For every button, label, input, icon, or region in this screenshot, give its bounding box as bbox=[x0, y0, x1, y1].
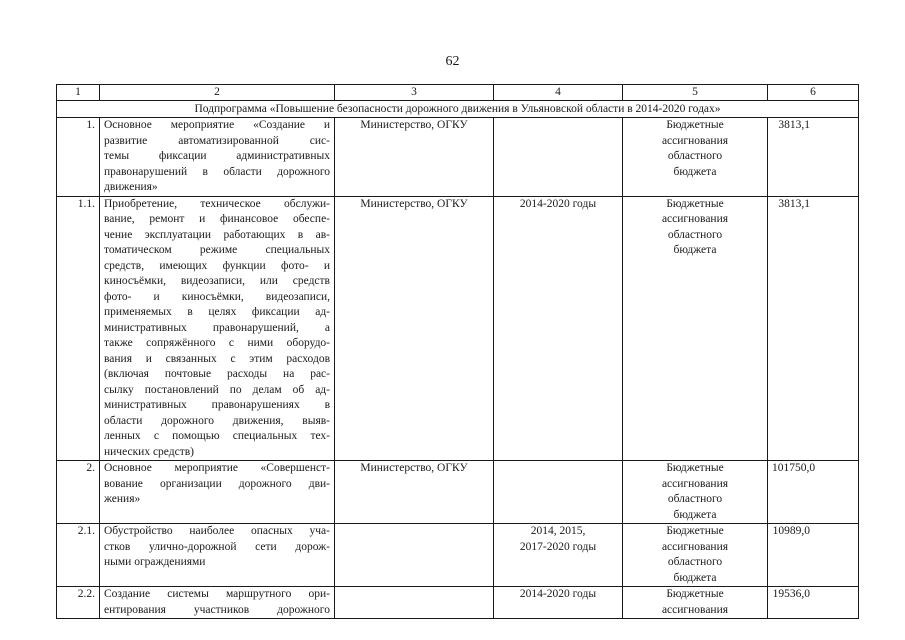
description-line: ленных с помощью специальных тех- bbox=[104, 430, 330, 442]
description-line: томатическом режиме специальных bbox=[104, 244, 330, 256]
funding-line: бюджета bbox=[673, 571, 717, 584]
row-amount: 10989,0 bbox=[768, 524, 859, 587]
column-number: 2 bbox=[100, 85, 335, 101]
description-line: области дорожного движения, выяв- bbox=[104, 414, 330, 427]
funding-line: ассигнования bbox=[661, 540, 729, 553]
description-line: министративных правонарушениях в bbox=[104, 399, 330, 411]
funding-line: областного bbox=[667, 228, 723, 241]
row-amount: 3813,1 bbox=[768, 118, 859, 197]
subprogram-title: Подпрограмма «Повышение безопасности дорожного движения в Ульяновской области в 2014-2020 годах» bbox=[57, 101, 859, 118]
funding-line: ассигнования bbox=[661, 603, 729, 616]
row-funding-source bbox=[623, 118, 768, 197]
row-funding-source bbox=[623, 587, 768, 619]
funding-line: ассигнования bbox=[661, 213, 729, 225]
description-line: развитие автоматизированной сис- bbox=[104, 134, 330, 147]
description-line: министративных правонарушений, а bbox=[104, 321, 330, 334]
description-line: Создание системы маршрутного ори- bbox=[104, 588, 330, 600]
description-line: чение эксплуатации работающих в ав- bbox=[104, 228, 330, 241]
funding-line: бюджета bbox=[673, 165, 717, 178]
funding-line: Бюджетные bbox=[666, 525, 724, 537]
description-line: (включая почтовые расходы на рас- bbox=[104, 368, 330, 380]
row-number: 2.1. bbox=[57, 524, 100, 587]
table-row bbox=[57, 461, 859, 524]
description-line: движения» bbox=[104, 181, 158, 193]
row-amount: 3813,1 bbox=[768, 196, 859, 461]
description-line: ентирования участников дорожного bbox=[104, 603, 330, 616]
row-funding-source bbox=[623, 196, 768, 461]
description-line: Обустройство наиболее опасных уча- bbox=[104, 525, 330, 537]
table-row bbox=[57, 587, 859, 619]
program-table bbox=[56, 84, 859, 619]
description-line: сылку постановлений по делам об ад- bbox=[104, 383, 330, 396]
row-number: 2. bbox=[57, 461, 100, 524]
row-period: 2014-2020 годы bbox=[494, 587, 623, 619]
funding-line: областного bbox=[667, 493, 723, 505]
description-line: также сопряжённого с ними оборудо- bbox=[104, 337, 330, 349]
row-period: 2014-2020 годы bbox=[494, 196, 623, 461]
column-number-row bbox=[57, 85, 859, 101]
period-line: 2014, 2015, bbox=[530, 525, 586, 537]
description-line: стков улично-дорожной сети дорож- bbox=[104, 540, 330, 553]
row-period bbox=[494, 118, 623, 197]
period-line: 2017-2020 годы bbox=[519, 540, 597, 553]
description-line: нических средств) bbox=[104, 445, 195, 458]
column-number: 4 bbox=[494, 85, 623, 101]
description-line: средств, имеющих функции фото- и bbox=[104, 259, 330, 272]
description-line: применяемых в целях фиксации ад- bbox=[104, 306, 330, 318]
funding-line: областного bbox=[667, 556, 723, 568]
description-line: Основное мероприятие «Совершенст- bbox=[104, 462, 330, 474]
row-executor: Министерство, ОГКУ bbox=[335, 461, 494, 524]
funding-line: Бюджетные bbox=[666, 119, 724, 131]
funding-line: Бюджетные bbox=[666, 197, 724, 210]
row-number: 1.1. bbox=[57, 196, 100, 461]
row-description bbox=[100, 587, 335, 619]
description-line: вания и связанных с этим расходов bbox=[104, 352, 330, 365]
row-funding-source bbox=[623, 524, 768, 587]
row-description bbox=[100, 524, 335, 587]
funding-line: бюджета bbox=[673, 244, 717, 256]
column-number: 3 bbox=[335, 85, 494, 101]
row-number: 2.2. bbox=[57, 587, 100, 619]
table-row bbox=[57, 118, 859, 197]
description-line: жения» bbox=[104, 493, 141, 505]
table-row bbox=[57, 524, 859, 587]
description-line: киносъёмки, видеозаписи, или средств bbox=[104, 275, 330, 287]
description-line: темы фиксации административных bbox=[104, 150, 330, 162]
description-line: вование организации дорожного дви- bbox=[104, 477, 330, 490]
row-description bbox=[100, 461, 335, 524]
funding-line: Бюджетные bbox=[666, 462, 724, 474]
row-period bbox=[494, 461, 623, 524]
funding-line: Бюджетные bbox=[666, 588, 724, 600]
funding-line: областного bbox=[667, 150, 723, 162]
funding-line: ассигнования bbox=[661, 134, 729, 147]
column-number: 6 bbox=[768, 85, 859, 101]
row-amount: 101750,0 bbox=[768, 461, 859, 524]
description-line: правонарушений в области дорожного bbox=[104, 165, 330, 178]
funding-line: ассигнования bbox=[661, 477, 729, 490]
description-line: фото- и киносъёмки, видеозаписи, bbox=[104, 290, 330, 303]
subprogram-row bbox=[57, 101, 859, 118]
row-executor bbox=[335, 524, 494, 587]
description-line: вание, ремонт и финансовое обеспе- bbox=[104, 213, 330, 225]
row-executor bbox=[335, 587, 494, 619]
description-line: Приобретение, техническое обслужи- bbox=[104, 197, 330, 210]
row-executor: Министерство, ОГКУ bbox=[335, 118, 494, 197]
row-description bbox=[100, 196, 335, 461]
row-description bbox=[100, 118, 335, 197]
description-line: ными ограждениями bbox=[104, 556, 206, 568]
description-line: Основное мероприятие «Создание и bbox=[104, 119, 330, 131]
row-amount: 19536,0 bbox=[768, 587, 859, 619]
column-number: 5 bbox=[623, 85, 768, 101]
table-row bbox=[57, 196, 859, 461]
row-number: 1. bbox=[57, 118, 100, 197]
row-funding-source bbox=[623, 461, 768, 524]
row-executor: Министерство, ОГКУ bbox=[335, 196, 494, 461]
funding-line: бюджета bbox=[673, 508, 717, 521]
page-number: 62 bbox=[445, 54, 460, 69]
column-number: 1 bbox=[57, 85, 100, 101]
row-period bbox=[494, 524, 623, 587]
